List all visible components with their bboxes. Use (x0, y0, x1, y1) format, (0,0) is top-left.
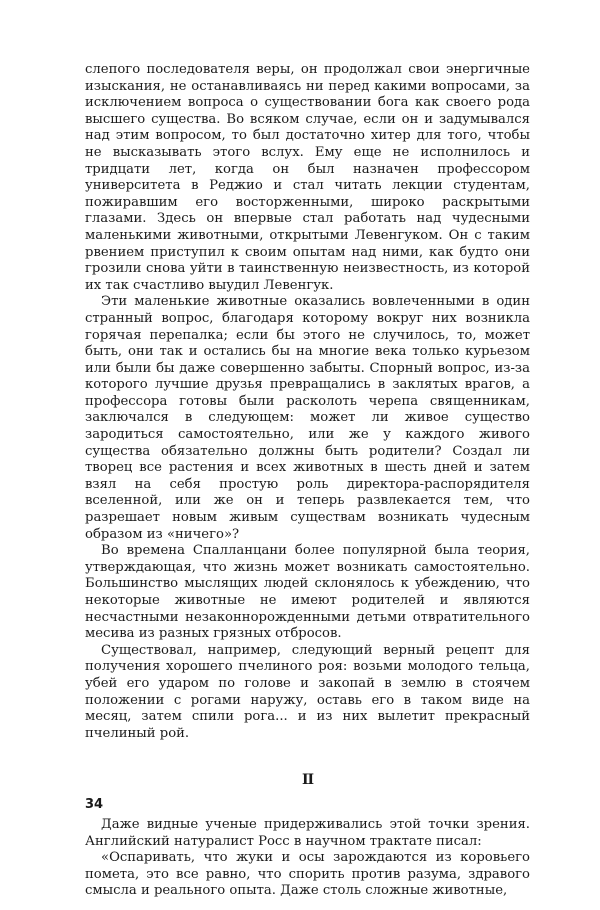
page-body (85, 62, 530, 900)
paragraph-1: слепого последователя веры, он продолжал свои энергичные изыскания, не останавливаясь ни перед какими вопросами, за исключением вопроса о существовании бога как своего рода высшего существа. Во всяком случае, если он и задумывался над этим вопросом, то был достаточно хитер для того, чтобы не высказывать этого вслух. Ему еще не исполнилось и тридцати лет, когда он был назначен профессором университета в Реджио и стал читать лекции студентам, пожиравшим его восторженными, широко раскрытыми глазами. Здесь он впервые стал работать над чудесными маленькими животными, открытыми Левенгуком. Он с таким рвением приступил к своим опытам над ними, как будто они грозили снова уйти в таинственную неизвестность, из которой их так счастливо выудил Левенгук. (85, 62, 530, 293)
paragraph-2: Эти маленькие животные оказались вовлеченными в один странный вопрос, благодаря которому вокруг них возникла горячая перепалка; если бы этого не случилось, то, может быть, они так и остались бы на многие века только курьезом или были бы даже совершенно забыты. Спорный вопрос, из-за которого лучшие друзья превращались в заклятых врагов, а профессора готовы были расколоть черепа священникам, заключался в следующем: может ли живое существо зародиться самостоятельно, или же у каждого живого существа обязательно должны быть родители? Создал ли творец все растения и всех животных в шесть дней и затем взял на себя простую роль директора-распорядителя вселенной, или же он и теперь развлекается тем, что разрешает новым живым существам возникать чудесным образом из «ничего»? (85, 294, 530, 542)
paragraph-5: Даже видные ученые придерживались этой точки зрения. Английский натуралист Росс в научном трактате писал: (85, 816, 530, 849)
paragraph-4: Существовал, например, следующий верный рецепт для получения хорошего пчелиного роя: возьми молодого тельца, убей его ударом по голове и закопай в землю в стоячем положении с рогами наружу, оставь его в таком виде на месяц, затем спили рога... и из них вылетит прекрасный пчелиный рой. (85, 642, 530, 741)
paragraph-6: «Оспаривать, что жуки и осы зарождаются из коровьего помета, это все равно, что спорить против разума, здравого смысла и реального опыта. Даже столь сложные животные, (85, 850, 530, 899)
page-number: 34 (85, 797, 104, 812)
section-number: II (301, 772, 314, 789)
paragraph-3: Во времена Спалланцани более популярной была теория, утверждающая, что жизнь может возникать самостоятельно. Большинство мыслящих людей склонялось к убеждению, что некоторые животные не имеют родителей и являются несчастными незаконнорожденными детьми отвратительного месива из разных грязных отбросов. (85, 543, 530, 642)
